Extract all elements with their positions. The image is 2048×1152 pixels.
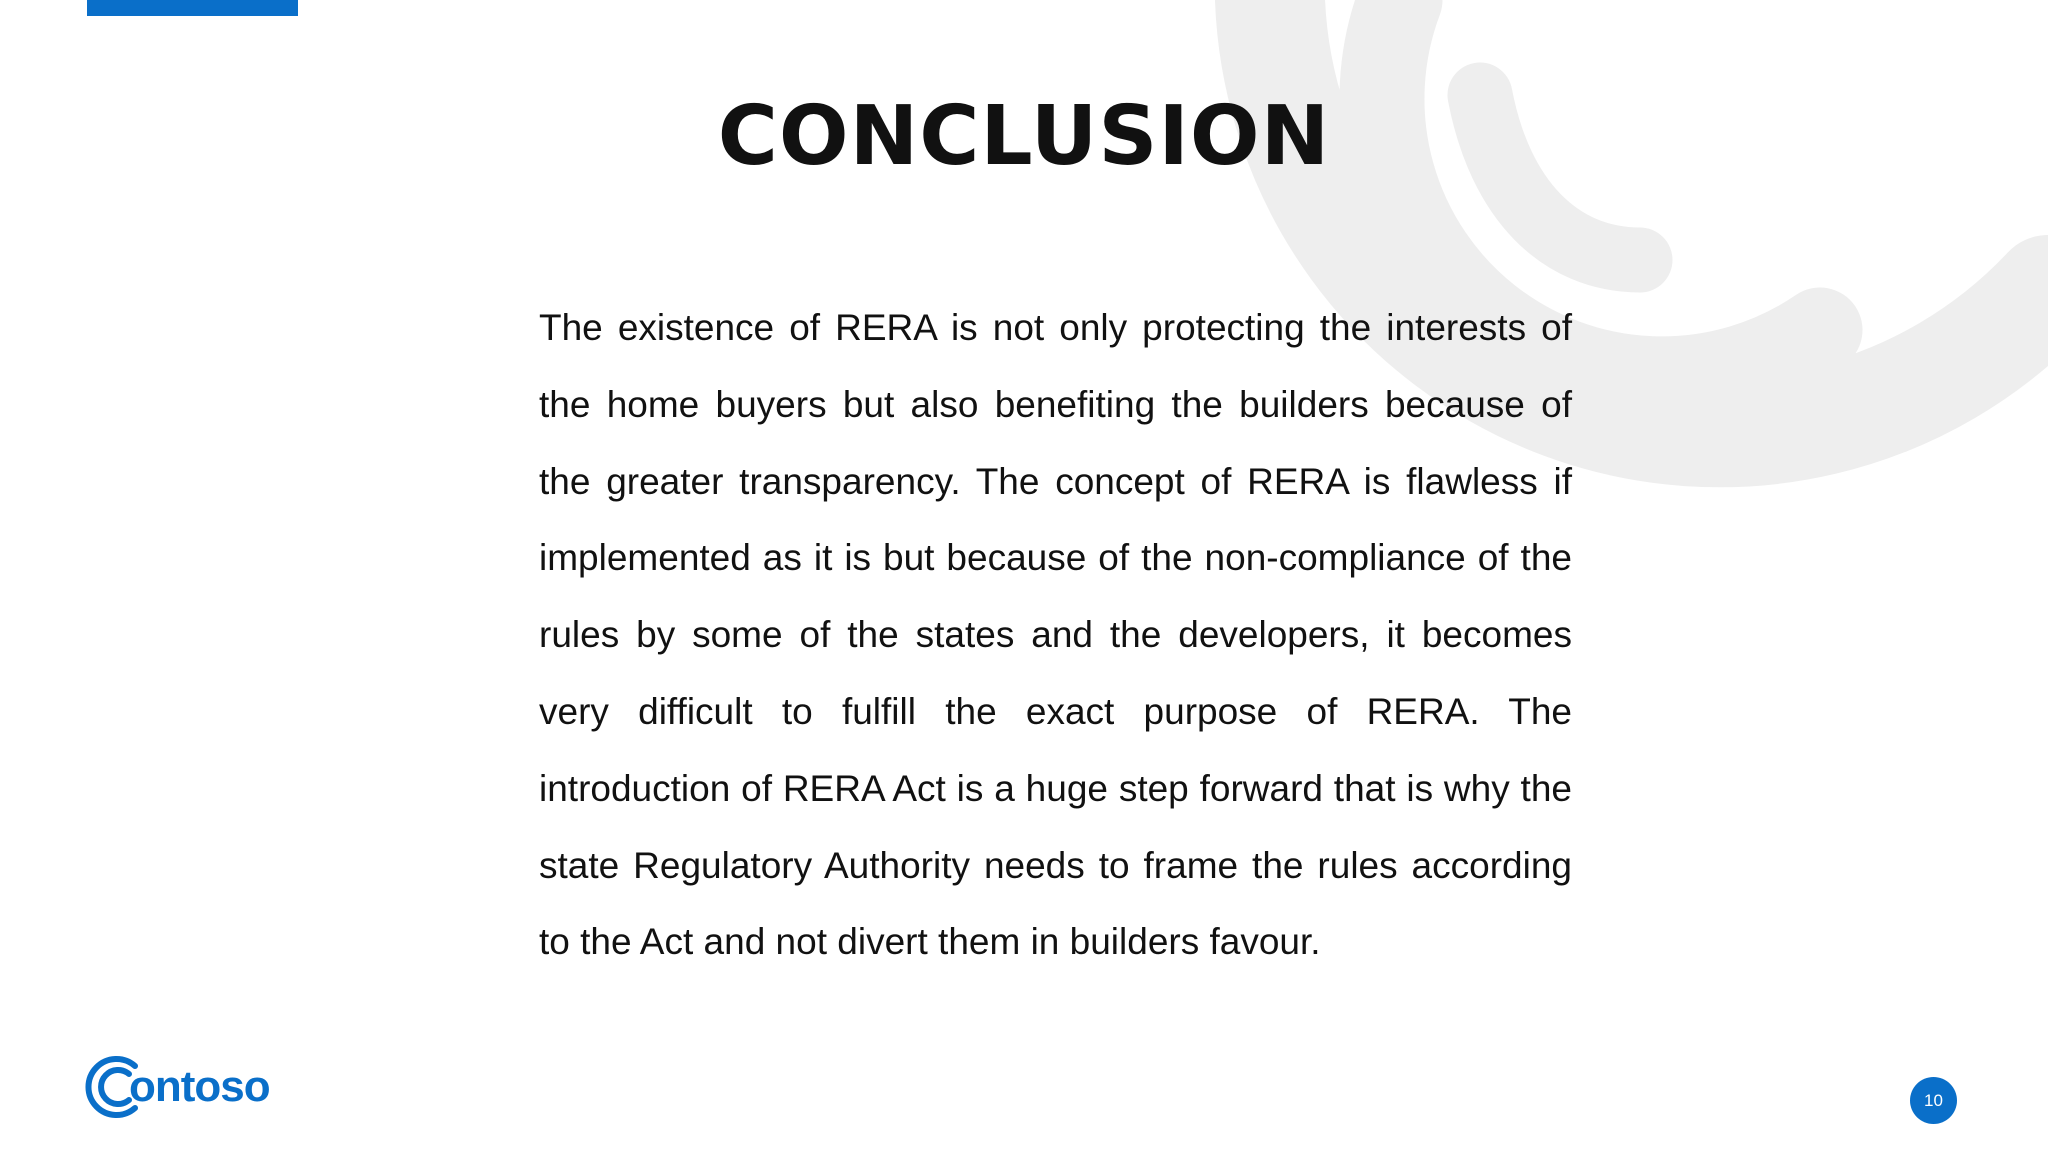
logo-inner-ring [101,1070,129,1104]
accent-bar [87,0,298,16]
slide-title: CONCLUSION [717,89,1331,184]
logo-text: ontoso [129,1062,270,1111]
slide-body-text: The existence of RERA is not only protecting the interests of the home buyers but also benefiting the builders because of the greater transparency. The concept of RERA is flawless if implemented as it is but because of the non-compliance of the rules by some of the states and the developers, it becomes very difficult to fulfill the exact purpose of RERA. The introduction of RERA Act is a huge step forward that is why the state Regulatory Authority needs to frame the rules according to the Act and not divert them in builders favour. [539,307,1572,963]
contoso-logo [83,1052,270,1122]
page-number-badge: 10 [1910,1077,1957,1124]
